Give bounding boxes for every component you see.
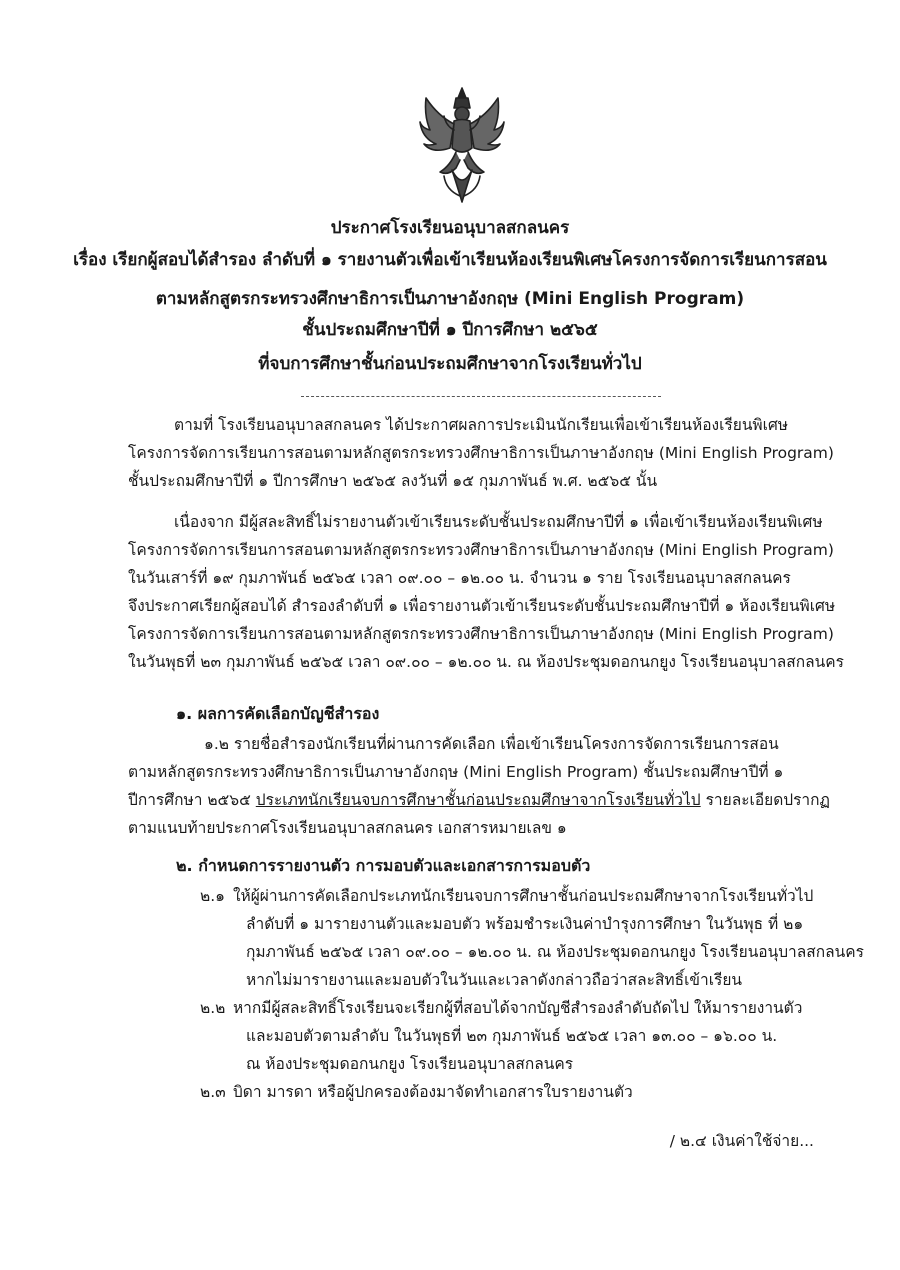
continuation-note: / ๒.๔ เงินค่าใช้จ่าย...	[669, 1132, 814, 1150]
paragraph-line: ตามหลักสูตรกระทรวงศึกษาธิการเป็นภาษาอังกฤษ (Mini English Program) ชั้นประถมศึกษาปีที่ ๑	[128, 763, 784, 781]
list-item	[200, 882, 864, 994]
garuda-emblem-icon	[416, 86, 508, 204]
list-item	[200, 994, 820, 1078]
paragraph-line: โครงการจัดการเรียนการสอนตามหลักสูตรกระทรวงศึกษาธิการเป็นภาษาอังกฤษ (Mini English Program)	[128, 625, 834, 643]
list-item-text: บิดา มารดา หรือผู้ปกครองต้องมาจัดทำเอกสารใบรายงานตัว	[232, 1083, 633, 1101]
list-item-text: ให้ผู้ผ่านการคัดเลือกประเภทนักเรียนจบการศึกษาชั้นก่อนประถมศึกษาจากโรงเรียนทั่วไป	[232, 887, 814, 905]
paragraph-line: ชั้นประถมศึกษาปีที่ ๑ ปีการศึกษา ๒๕๖๕ ลงวันที่ ๑๕ กุมภาพันธ์ พ.ศ. ๒๕๖๕ นั้น	[128, 472, 658, 490]
announcement-category: ที่จบการศึกษาชั้นก่อนประถมศึกษาจากโรงเรียนทั่วไป	[258, 354, 642, 374]
announcement-subject-line2: ตามหลักสูตรกระทรวงศึกษาธิการเป็นภาษาอังกฤษ (Mini English Program)	[155, 289, 745, 309]
section2-list	[200, 882, 864, 1106]
paragraph-line: โครงการจัดการเรียนการสอนตามหลักสูตรกระทรวงศึกษาธิการเป็นภาษาอังกฤษ (Mini English Program)	[128, 541, 834, 559]
list-item-line	[200, 1078, 820, 1106]
announcement-grade: ชั้นประถมศึกษาปีที่ ๑ ปีการศึกษา ๒๕๖๕	[302, 320, 598, 340]
list-item-number: ๒.๓	[200, 1083, 226, 1101]
list-item-number: ๒.๑	[200, 887, 225, 905]
list-item-line: กุมภาพันธ์ ๒๕๖๕ เวลา ๐๙.๐๐ – ๑๒.๐๐ น. ณ ห้องประชุมดอกนกยูง โรงเรียนอนุบาลสกลนคร	[246, 943, 864, 961]
text-segment: ปีการศึกษา ๒๕๖๕	[128, 791, 256, 809]
list-item-number: ๒.๒	[200, 999, 226, 1017]
paragraph-line: จึงประกาศเรียกผู้สอบได้ สำรองลำดับที่ ๑ เพื่อรายงานตัวเข้าเรียนระดับชั้นประถมศึกษาปีที่ ๑ ห้องเรียนพิเศษ	[128, 597, 836, 615]
paragraph-line: ในวันพุธที่ ๒๓ กุมภาพันธ์ ๒๕๖๕ เวลา ๐๙.๐๐ – ๑๒.๐๐ น. ณ ห้องประชุมดอกนกยูง โรงเรียนอนุบาลสกลนคร	[128, 653, 844, 671]
text-segment: รายละเอียดปรากฏ	[700, 791, 830, 809]
list-item-line: และมอบตัวตามลำดับ ในวันพุธที่ ๒๓ กุมภาพันธ์ ๒๕๖๕ เวลา ๑๓.๐๐ – ๑๖.๐๐ น.	[246, 1027, 778, 1045]
paragraph-reason	[128, 508, 844, 676]
list-item	[200, 1078, 820, 1106]
list-item-text: หากมีผู้สละสิทธิ์โรงเรียนจะเรียกผู้ที่สอบได้จากบัญชีสำรองลำดับถัดไป ให้มารายงานตัว	[232, 999, 803, 1017]
paragraph-intro	[128, 411, 834, 495]
list-item-line: หากไม่มารายงานและมอบตัวในวันและเวลาดังกล่าวถือว่าสละสิทธิ์เข้าเรียน	[246, 971, 742, 989]
announcement-subject: เรื่อง เรียกผู้สอบได้สำรอง ลำดับที่ ๑ รายงานตัวเพื่อเข้าเรียนห้องเรียนพิเศษโครงการจัดการเรียนการสอน	[73, 250, 827, 270]
paragraph-line: ในวันเสาร์ที่ ๑๙ กุมภาพันธ์ ๒๕๖๕ เวลา ๐๙.๐๐ – ๑๒.๐๐ น. จำนวน ๑ ราย โรงเรียนอนุบาลสกลนคร	[128, 569, 791, 587]
paragraph-line: ตามที่ โรงเรียนอนุบาลสกลนคร ได้ประกาศผลการประเมินนักเรียนเพื่อเข้าเรียนห้องเรียนพิเศษ	[174, 416, 788, 434]
paragraph-line: ตามแนบท้ายประกาศโรงเรียนอนุบาลสกลนคร เอกสารหมายเลข ๑	[128, 819, 567, 837]
section2-heading: ๒. กำหนดการรายงานตัว การมอบตัวและเอกสารการมอบตัว	[176, 856, 591, 875]
list-item-line: ลำดับที่ ๑ มารายงานตัวและมอบตัว พร้อมชำระเงินค่าบำรุงการศึกษา ในวันพุธ ที่ ๒๑	[246, 915, 804, 933]
list-item-line	[200, 882, 820, 910]
list-item-line	[200, 994, 820, 1022]
paragraph-line	[128, 786, 830, 814]
paragraph-line: โครงการจัดการเรียนการสอนตามหลักสูตรกระทรวงศึกษาธิการเป็นภาษาอังกฤษ (Mini English Program)	[128, 444, 834, 462]
underlined-category: ประเภทนักเรียนจบการศึกษาชั้นก่อนประถมศึกษาจากโรงเรียนทั่วไป	[255, 791, 701, 809]
paragraph-line: ๑.๒ รายชื่อสำรองนักเรียนที่ผ่านการคัดเลือก เพื่อเข้าเรียนโครงการจัดการเรียนการสอน	[204, 735, 779, 753]
section1-heading: ๑. ผลการคัดเลือกบัญชีสำรอง	[176, 704, 380, 723]
section1-body	[128, 730, 830, 842]
paragraph-line: เนื่องจาก มีผู้สละสิทธิ์ไม่รายงานตัวเข้าเรียนระดับชั้นประถมศึกษาปีที่ ๑ เพื่อเข้าเรียนห้องเรียนพิเศษ	[174, 513, 823, 531]
list-item-line: ณ ห้องประชุมดอกนกยูง โรงเรียนอนุบาลสกลนคร	[246, 1055, 574, 1073]
separator-line	[301, 396, 661, 397]
announcement-title: ประกาศโรงเรียนอนุบาลสกลนคร	[330, 218, 570, 238]
